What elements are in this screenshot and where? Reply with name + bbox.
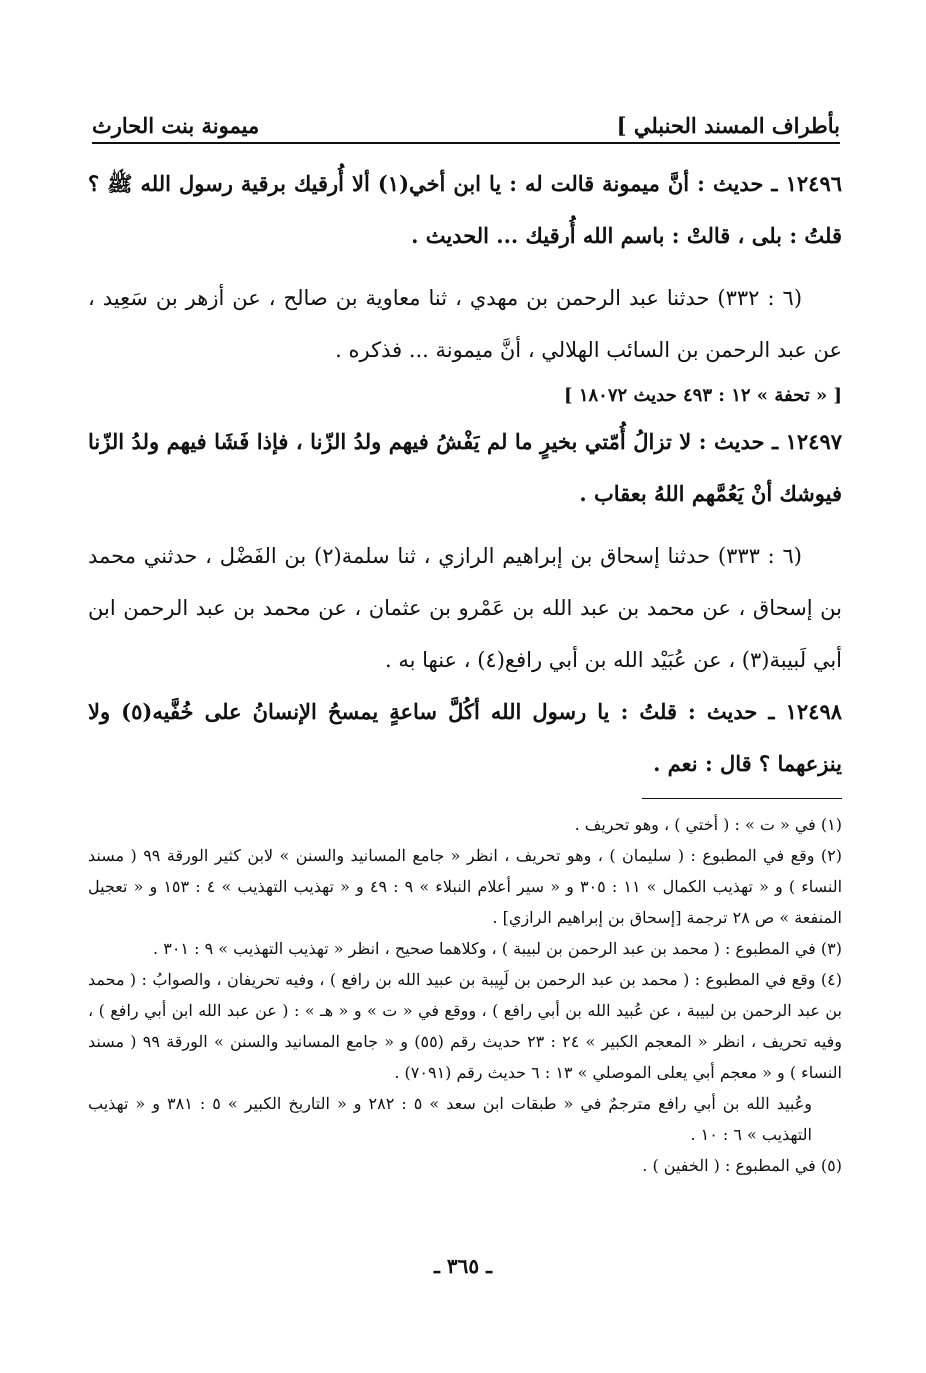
hadith-label: ـ حديث — [714, 429, 779, 454]
hadith-12496 — [88, 158, 842, 262]
running-header — [92, 98, 840, 144]
footnotes — [88, 809, 842, 1181]
hadith-12498 — [88, 686, 842, 790]
footnote-1: (١) في « ت » : ( أختي ) ، وهو تحريف . — [574, 815, 842, 834]
main-text — [88, 158, 842, 1181]
page-number: ـ ٣٦٥ ـ — [434, 1254, 492, 1278]
isnad-12496: (٦ : ٣٣٢) حدثنا عبد الرحمن بن مهدي ، ثنا معاوية بن صالح ، عن أزهر بن سَعِيد ، عن عبد الرحمن بن السائب الهلالي ، أنَّ ميمونة ... فذكره . — [88, 286, 842, 362]
footnote-2: (٢) وقع في المطبوع : ( سليمان ) ، وهو تحريف ، انظر « جامع المسانيد والسنن » لابن كثير الورقة ٩٩ ( مسند النساء ) و « تهذيب الكمال » ١١ : ٣٠٥ و « سير أعلام النبلاء » ٩ : ٤٩ و « تهذيب التهذيب » ٤ : ١٥٣ و « تعجيل المنفعة » ص ٢٨ ترجمة [إسحاق بن إبراهيم الرازي] . — [88, 846, 843, 927]
hadith-number: ١٢٤٩٨ — [785, 699, 843, 724]
hadith-text: : لا تزالُ أُمّتي بخيرٍ ما لم يَفْشُ فيهم ولدُ الزّنا ، فإذا فَشَا فيهم ولدُ الزّنا فيوشك أنْ يَعُمَّهم اللهُ بعقاب . — [88, 429, 842, 506]
hadith-12497 — [88, 416, 842, 520]
hadith-number: ١٢٤٩٦ — [785, 171, 843, 196]
header-book-title: بأطراف المسند الحنبلي ] — [616, 113, 840, 138]
footnote-5: (٥) في المطبوع : ( الخفين ) . — [642, 1156, 842, 1175]
hadith-text: : أنَّ ميمونة قالت له : يا ابن أخي(١) ألا أُرقيك برقية رسول الله ﷺ ؟ قلتُ : بلى ، قالتْ : باسم الله أُرقيك ... الحديث . — [88, 171, 842, 248]
tuhfa-reference: [ « تحفة » ١٢ : ٤٩٣ حديث ١٨٠٧٢ ] — [564, 385, 842, 406]
footnote-separator — [642, 798, 842, 799]
hadith-label: ـ حديث — [706, 699, 775, 724]
hadith-text: : قلتُ : يا رسول الله أكُلَّ ساعةٍ يمسحُ الإنسانُ على خُفَّيه(٥) ولا ينزعهما ؟ قال : نعم . — [88, 699, 842, 776]
footnote-3: (٣) في المطبوع : ( محمد بن عبد الرحمن بن لبيبة ) ، وكلاهما صحيح ، انظر « تهذيب التهذيب » ٩ : ٣٠١ . — [153, 939, 842, 958]
footnote-4-continued: وعُبيد الله بن أبي رافع مترجمٌ في « طبقات ابن سعد » ٥ : ٢٨٢ و « التاريخ الكبير » ٥ : ٣٨١ و « تهذيب التهذيب » ٦ : ١٠ . — [88, 1094, 813, 1144]
isnad-12497: (٦ : ٣٣٣) حدثنا إسحاق بن إبراهيم الرازي ، ثنا سلمة(٢) بن الفَضْل ، حدثني محمد بن إسحاق ، عن محمد بن عبد الله بن عَمْرو بن عثمان ، عن محمد بن عبد الرحمن ابن أبي لَبيبة(٣) ، عن عُبَيْد الله بن أبي رافع(٤) ، عنها به . — [88, 544, 842, 672]
header-section-title: ميمونة بنت الحارث — [92, 113, 260, 138]
footnote-4: (٤) وقع في المطبوع : ( محمد بن عبد الرحمن بن لَبِيبة بن عبيد الله بن رافع ) ، وفيه تحريفان ، والصوابُ : ( محمد بن عبد الرحمن بن لبيبة ، عن عُبيد الله بن أبي رافع ) ، ووقع في « ت » و « هـ » : ( عن عبد الله ابن أبي رافع ) ، وفيه تحريف ، انظر « المعجم الكبير » ٢٤ : ٢٣ حديث رقم (٥٥) و « جامع المسانيد والسنن » الورقة ٩٩ ( مسند النساء ) و « معجم أبي يعلى الموصلي » ١٣ : ٦ حديث رقم (٧٠٩١) . — [88, 970, 843, 1082]
hadith-number: ١٢٤٩٧ — [785, 429, 843, 454]
hadith-label: ـ حديث — [712, 171, 778, 196]
